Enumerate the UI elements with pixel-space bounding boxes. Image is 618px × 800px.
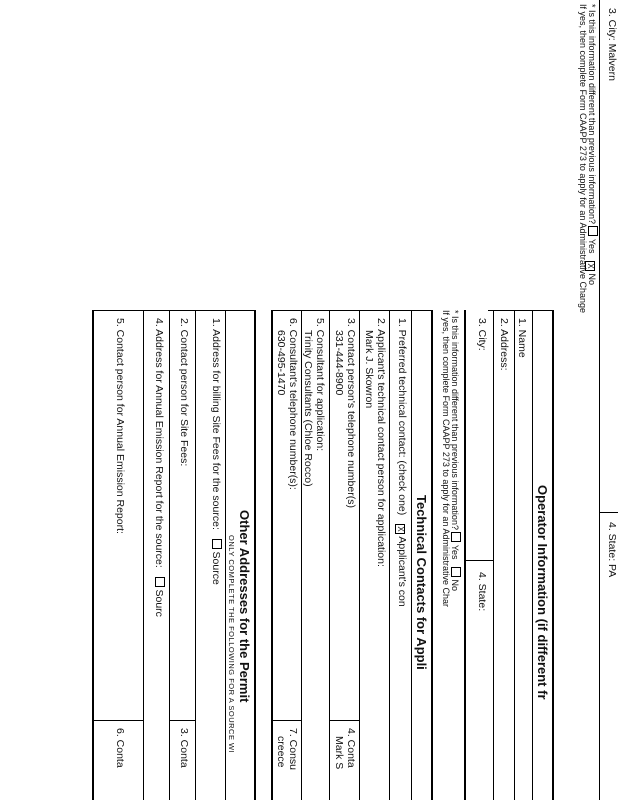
divider [532,310,533,800]
operator-address-field[interactable]: 2. Address: [498,318,510,371]
contact-email-label: 4. Conta [345,728,357,768]
divider [170,720,196,721]
operator-name-field[interactable]: 1. Name [516,318,528,358]
consultant-phone-value[interactable]: 630-495-1470 [275,330,287,396]
box-border [254,310,256,800]
owner-no-checkbox[interactable]: X [585,261,595,271]
site-fee-contact-field[interactable]: 2. Contact person for Site Fees: [178,318,190,467]
owner-change-note: If yes, then complete Form CAAPP 273 to apply for an Administrative Change [578,4,588,313]
divider [143,310,144,800]
owner-change-question: * Is this information different than previous information? Yes X No [586,4,597,286]
consultant-phone-label: 6. Consultant's telephone number(s): [287,318,299,490]
divider [225,310,226,800]
other-addresses-instruction: ONLY COMPLETE THE FOLLOWING FOR A SOURCE WI [227,535,236,754]
divider [411,310,412,800]
preferred-contact-question: 1. Preferred technical contact: (check one) X Applicant's con [396,318,408,607]
emission-report-address-question: 4. Address for Annual Emission Report for the source: Sourc [153,318,165,617]
consultant-value[interactable]: Trinity Consultants (Chloe Rocco) [302,330,314,487]
box-border [92,310,94,800]
operator-change-note: If yes, then complete Form CAAPP 273 to apply for an Administrative Char [441,310,451,607]
divider [493,310,494,800]
operator-section-title: Operator Information (if different fr [535,485,550,700]
box-border [94,310,256,311]
divider [389,310,390,800]
operator-city-field[interactable]: 3. City: [476,318,488,351]
box-border [271,310,273,800]
billing-source-checkbox[interactable] [212,539,222,549]
site-fee-contact-phone[interactable]: 3. Conta [178,728,190,768]
divider [330,720,360,721]
divider [599,0,600,800]
applicant-contact-checkbox[interactable]: X [395,524,405,534]
operator-change-question: * Is this information different than previous information? Yes No [450,310,460,592]
box-border [431,310,433,800]
divider [94,720,144,721]
box-border [464,310,466,800]
emission-source-checkbox[interactable] [155,577,165,587]
operator-state-field[interactable]: 4. State: [476,572,488,612]
divider [359,310,360,800]
owner-city-field: 3. City: Malvern [606,8,618,81]
box-border [488,310,554,311]
box-border [273,310,433,311]
technical-section-title: Technical Contacts for Appli [414,495,429,670]
consultant-email-value[interactable]: creece [275,736,287,768]
owner-yes-checkbox[interactable] [588,226,598,236]
billing-address-question: 1. Address for billing Site Fees for the source: Source [210,318,222,585]
applicant-contact-label: 2. Applicant's technical contact person for application: [375,318,387,567]
emission-report-contact-phone[interactable]: 6. Conta [114,728,126,768]
owner-state-field: 4. State: PA [606,522,618,578]
applicant-contact-value[interactable]: Mark J. Skowron [363,330,375,409]
contact-phone-value[interactable]: 331-444-8900 [333,330,345,396]
divider [466,560,494,561]
consultant-label: 5. Consultant for application: [314,318,326,452]
divider [273,720,302,721]
divider [514,310,515,800]
divider [195,310,196,800]
divider [600,512,618,513]
box-border [552,310,554,800]
divider [169,310,170,800]
consultant-email-label: 7. Consu [287,728,299,771]
operator-yes-checkbox[interactable] [451,532,461,542]
divider [329,310,330,800]
other-addresses-title: Other Addresses for the Permit [237,510,252,703]
divider [301,310,302,800]
contact-phone-label: 3. Contact person's telephone number(s) [345,318,357,508]
contact-email-value[interactable]: Mark S [333,736,345,770]
operator-no-checkbox[interactable] [451,567,461,577]
emission-report-contact-field[interactable]: 5. Contact person for Annual Emission Report: [114,318,126,534]
